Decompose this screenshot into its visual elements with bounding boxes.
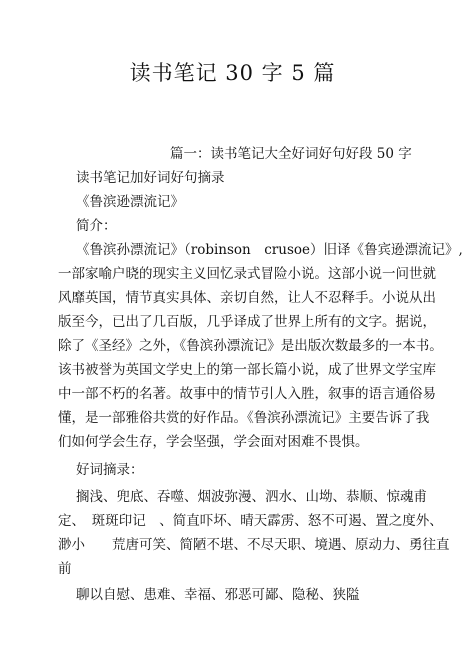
paragraph-line: 中一部不朽的名著。故事中的情节引人入胜，叙事的语言通俗易 (58, 386, 436, 402)
words-line: 搁浅、兜底、吞噬、烟波弥漫、泗水、山坳、恭顺、惊魂甫 (76, 489, 427, 505)
intro-line: 《鲁滨逊漂流记》 (76, 194, 184, 210)
words-line: 聊以自慰、患难、幸福、邪恶可鄙、隐秘、狭隘 (76, 587, 360, 603)
paragraph-line: 除了《圣经》之外，《鲁滨孙漂流记》是出版次数最多的一本书。 (58, 338, 443, 354)
paragraph-line: 们如何学会生存，学会坚强，学会面对困难不畏惧。 (58, 434, 369, 450)
paragraph-line: 风靡英国，情节真实具体、亲切自然，让人不忍释手。小说从出 (58, 290, 436, 306)
words-heading: 好词摘录： (76, 462, 144, 478)
paragraph-line: 一部家喻户晓的现实主义回忆录式冒险小说。这部小说一问世就 (58, 266, 436, 282)
words-line: 渺小 荒唐可笑、简陋不堪、不尽天职、境遇、原动力、勇往直 (58, 537, 450, 553)
paragraph-line: 该书被誉为英国文学史上的第一部长篇小说，成了世界文学宝库 (58, 362, 436, 378)
paragraph-line: 版至今，已出了几百版，几乎译成了世界上所有的文字。据说， (58, 314, 436, 330)
section-heading: 篇一：读书笔记大全好词好句好段 50 字 (170, 146, 412, 162)
paragraph-line: 懂，是一部雅俗共赏的好作品。《鲁滨孙漂流记》主要告诉了我 (58, 410, 430, 426)
words-line: 定、 斑斑印记 、简直吓坏、晴天霹雳、怒不可遏、置之度外、 (58, 513, 443, 529)
paragraph-line: 《鲁滨孙漂流记》（robinson crusoe）旧译《鲁宾逊漂流记》, (76, 242, 463, 258)
intro-line: 简介： (76, 218, 117, 234)
document-title: 读书笔记 30 字 5 篇 (129, 61, 336, 85)
intro-line: 读书笔记加好词好句摘录 (76, 170, 225, 186)
words-line: 前 (58, 561, 72, 577)
